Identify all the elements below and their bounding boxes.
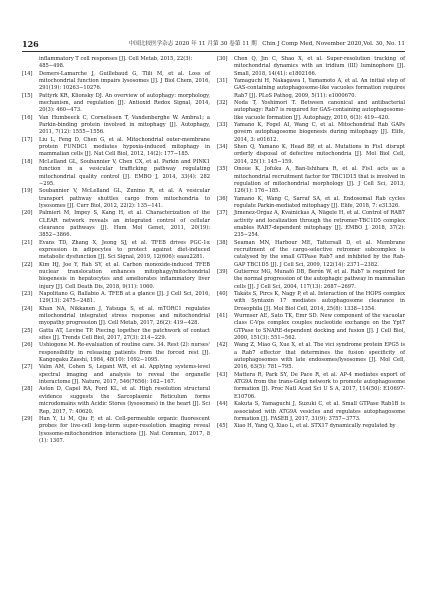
left-reference-list — [22, 71, 210, 446]
reference-number: [15] — [22, 92, 33, 99]
reference-item — [217, 269, 405, 291]
reference-item — [217, 240, 405, 269]
reference-number: [16] — [22, 114, 33, 121]
reference-number: [31] — [217, 78, 228, 85]
reference-text: McLelland GL, Soubannier V, Chen CX, et al. Parkin and PINK1 function in a vesicular trafficking pathway regulating mitochondrial quality control [J]. EMBO J, 2014, 33(4): 282 −295. — [39, 158, 210, 187]
reference-text: Khan NA, Nikkanen J, Yatsuga S, et al. mTORC1 regulates mitochondrial integrated stress response and mitochondrial myopathy progression [J]. Cell Metab, 2017, 26(2): 419−428. — [39, 305, 210, 327]
right-reference-list — [217, 56, 405, 431]
reference-item — [22, 159, 210, 188]
reference-number: [17] — [22, 136, 33, 143]
reference-item — [217, 78, 405, 100]
reference-item — [22, 386, 210, 415]
reference-number: [25] — [22, 327, 33, 334]
reference-number: [37] — [217, 210, 228, 217]
reference-number: [18] — [22, 158, 33, 165]
reference-item — [217, 423, 405, 430]
reference-number: [27] — [22, 364, 33, 371]
reference-text: Yamano K, Fogel AI, Wang C, et al. Mitochondrial Rab GAPs govern autophagosome biogenesis during mitophagy [J]. Elife, 2014, 3: e01612. — [234, 122, 405, 143]
reference-text: Wurmser AE, Sato TK, Emr SD. New component of the vacuolar class C-Vps complex couples nucleotide exchange on the Ypt7 GTPase to SNARE-dependent docking and fusion [J]. J Cell Biol, 2000, 151(3): 551−562. — [234, 313, 405, 342]
reference-number: [35] — [217, 166, 228, 173]
reference-item — [217, 100, 405, 122]
reference-text: Seaman MN, Harbour ME, Tattersall D, et al. Membrane recruitment of the cargo-selective retromer subcomplex is catalysed by the small GTPase Rab7 and inhibited by the Rab- GAP TBC1D5 [J]. J Cell Sci, 2009, 122(14): 2371−2382. — [234, 239, 405, 268]
reference-text: Soubannier V, McLelland GL, Zunino R, et al. A vesicular transport pathway shuttles cargo from mitochondria to lysosomes [J]. Curr Biol, 2012, 22(2): 135−141. — [39, 188, 210, 209]
continued-reference-line: inflammatory T cell responses [J]. Cell Metab, 2015, 22(3): — [39, 56, 193, 62]
reference-text: Valm AM, Cohen S, Legant WR, et al. Applying systems-level spectral imaging and analysis to reveal the organelle interactome [J]. Nature, 2017, 546(7656): 162−167. — [39, 364, 210, 386]
reference-item — [22, 240, 210, 262]
reference-text: Ushiogone M. Re-evaluation of routine care. 34. Rest (2): nurses' responsibility in releasing patients from the forced rest [J]. Kangogaku Zasshi, 1984, 48(10): 1092−1095. — [39, 342, 210, 364]
reference-number: [28] — [22, 386, 33, 393]
header-rule — [22, 51, 405, 52]
reference-number: [40] — [217, 291, 228, 297]
continued-reference — [22, 56, 210, 71]
reference-item — [22, 137, 210, 159]
reference-number: [22] — [22, 261, 33, 268]
reference-item — [22, 93, 210, 115]
reference-text: Liu L, Feng D, Chen G, et al. Mitochondrial outer-membrane protein FUNDC1 mediates hypoxia-induced mitophagy in mammalian cells [J]. Nat Cell Biol, 2012, 14(2): 177−185. — [39, 136, 210, 158]
reference-text: Shen Q, Yamano K, Head BP, et al. Mutations in Fis1 disrupt orderly disposal of defective mitochondria [J]. Mol Biol Cell, 2014, 25(1): 145−159. — [234, 144, 405, 165]
reference-number: [29] — [22, 415, 33, 422]
reference-item — [22, 188, 210, 210]
reference-item — [217, 56, 405, 78]
reference-item — [217, 210, 405, 239]
reference-text: Gutierrez MG, Munafó DB, Berón W, et al. Rab7 is required for the normal progression of the autophagic pathway in mammalian cells [J]. J Cell Sci, 2004, 117(13): 2687−2697. — [234, 268, 405, 290]
reference-number: [30] — [217, 56, 228, 62]
reference-text: Xiao H, Yang Q, Xiao L, et al. STX17 dynamically regulated by — [234, 423, 396, 430]
running-title: 中国比较医学杂志 2020 年 11 月第 30 卷第 11 期 Chin J Comp Med, November 2020,Vol. 30, No. 11 — [128, 41, 405, 47]
reference-number: [41] — [217, 313, 228, 320]
reference-number: [14] — [22, 70, 33, 77]
reference-number: [44] — [217, 401, 228, 408]
reference-text: Palmieri M, Impey S, Kang H, et al. Characterization of the CLEAR network reveals an integrated control of cellular clearance pathways [J]. Hum Mol Genet, 2011, 20(19): 3852−3866. — [39, 210, 210, 239]
reference-item — [22, 328, 210, 343]
reference-number: [42] — [217, 342, 228, 349]
reference-text: Takáts S, Pircs K, Nagy P, et al. Interaction of the HOPS complex with Syntaxin 17 mediates autophagosome clearance in Drosophila [J]. Mol Biol Cell, 2014, 25(8): 1338−1354. — [234, 291, 405, 312]
reference-item — [217, 144, 405, 166]
reference-item — [217, 122, 405, 144]
reference-text: Mattera R, Park SY, De Pace R, et al. AP-4 mediates export of ATG9A from the trans-Golgi network to promote autophagosome formation [J]. Proc Natl Acad Sci U S A, 2017, 114(50): E10697-E10706. — [234, 371, 405, 400]
reference-text: Demers-Lamarche J, Guillebaud G, Tlili M, et al. Loss of mitochondrial function impairs lysosomes [J]. J Biol Chem, 2016, 291(19): 10263−10276. — [39, 70, 210, 92]
reference-number: [26] — [22, 342, 33, 349]
reference-text: Gatta AT, Levine TP. Piecing together the patchwork of contact sites [J]. Trends Cell Biol, 2017, 27(3): 214−229. — [39, 327, 210, 342]
reference-number: [32] — [217, 100, 228, 107]
reference-text: Evans TD, Zhang X, Jeong SJ, et al. TFEB drives PGC-1α expression in adipocytes to protect against diet-induced metabolic dysfunction [J]. Sci Signal, 2019, 12(606): eaau2281. — [39, 239, 210, 261]
reference-item — [217, 313, 405, 342]
reference-number: [24] — [22, 305, 33, 312]
reference-text: Onoue K, Jofuku A, Ban-Ishihara R, et al. Fis1 acts as a mitochondrial recruitment factor for TBC1D15 that is involved in regulation of mitochondrial morphology [J]. J Cell Sci, 2013, 126(1): 176−185. — [234, 166, 405, 195]
reference-text: Noda T, Yoshimori T. Between canonical and antibacterial autophagy: Rab7 is required for GAS-containing autophagosome- like vacuole formation [J]. Autophagy, 2010, 6(3): 419−420. — [234, 100, 405, 121]
reference-text: Kim HJ, Joe Y, Rah SY, et al. Carbon monoxide-induced TFEB nuclear translocation enhances mitophagy/mitochondrial biogenesis in hepatocytes and ameliorates inflammatory liver injury [J]. Cell Death Dis, 2018, 9(11): 1060. — [39, 261, 210, 290]
right-column — [217, 56, 405, 431]
reference-number: [43] — [217, 371, 228, 378]
page-header — [22, 38, 405, 50]
page-number: 126 — [22, 39, 39, 49]
reference-number: [34] — [217, 144, 228, 151]
reference-item — [217, 166, 405, 195]
reference-text: Aston D, Capel RA, Ford KL, et al. High resolution structural evidence suggests the Sarcoplasmic Reticulum forms microdomains with Acidic Stores (lysosomes) in the heart [J]. Sci Rep, 2017, 7: 40620. — [39, 386, 210, 415]
reference-text: Kakuta S, Yamaguchi J, Suzuki C, et al. Small GTPase Rab1B is associated with ATG9A vesicles and regulates autophagosome formation [J]. FASEB J, 2017, 31(9): 3757−3773. — [234, 401, 405, 422]
reference-number: [38] — [217, 239, 228, 246]
continued-reference-line: 485−498. — [39, 63, 65, 70]
reference-item — [22, 262, 210, 291]
reference-text: Jimenez-Orgaz A, Kvainickas A, Nägele H, et al. Control of RAB7 activity and localization through the retromer-TBC1D5 complex enables RAB7-dependent mitophagy [J]. EMBO J, 2018, 37(2): 235−254. — [234, 210, 405, 239]
reference-text: Van Humbeeck C, Cornelissen T, Vandenberghe W. Ambra1; a Parkin-binding protein involved in mitophagy [J]. Autophagy, 2011, 7(12): 1555−1556. — [39, 114, 210, 136]
left-column — [22, 56, 210, 445]
reference-text: Yamaguchi H, Nakagawa I, Yamamoto A, et al. An initial step of GAS-containing autophagosome-like vacuoles formation requires Rab7 [J]. PLoS Pathog, 2009, 5(11): e1000670. — [234, 78, 405, 99]
reference-item — [22, 342, 210, 364]
reference-number: [21] — [22, 239, 33, 246]
reference-number: [36] — [217, 195, 228, 202]
reference-text: Pattyrk KR, Klionsky DJ. An overview of autophagy: morphology, mechanism, and regulation [J]. Antioxid Redox Signal, 2014, 20(3): 460−473. — [39, 92, 210, 114]
reference-text: Yamano K, Wang C, Sarraf SA, et al. Endosomal Rab cycles regulate Parkin-mediated mitophagy [J]. Elife, 2018, 7: e31326. — [234, 195, 405, 209]
reference-item — [217, 342, 405, 371]
reference-text: Napolitano G, Ballabio A. TFEB at a glance [J]. J Cell Sci, 2016, 129(13): 2475−2481. — [39, 291, 210, 305]
reference-number: [19] — [22, 188, 33, 195]
reference-item — [217, 291, 405, 313]
reference-item — [22, 291, 210, 306]
reference-item — [22, 210, 210, 239]
reference-text: Wang Z, Miao G, Xue X, et al. The vici syndrome protein EPG5 is a Rab7 effector that determines the fusion specificity of autophagosomes with late endosomes/lysosomes [J]. Mol Cell, 2016, 63(5): 781−795. — [234, 342, 405, 371]
reference-item — [217, 196, 405, 211]
reference-item — [22, 71, 210, 93]
reference-number: [45] — [217, 423, 228, 430]
reference-item — [22, 416, 210, 445]
reference-number: [33] — [217, 122, 228, 129]
reference-item — [217, 401, 405, 423]
reference-item — [22, 306, 210, 328]
reference-text: Chen Q, Jin C, Shao X, et al. Super-resolution tracking of mitochondrial dynamics with an iridium (III) luminophore [J]. Small, 2018, 14(41): e1802166. — [234, 56, 405, 77]
reference-number: [20] — [22, 210, 33, 217]
reference-number: [23] — [22, 291, 33, 297]
reference-item — [217, 372, 405, 401]
reference-number: [39] — [217, 268, 228, 275]
reference-item — [22, 115, 210, 137]
reference-text: Han Y, Li M, Qiu F, et al. Cell-permeable organic fluorescent probes for live-cell long-term super-resolution imaging reveal lysosome-mitochondrion interactions [J]. Nat Commun, 2017, 8 (1): 1307. — [39, 415, 210, 444]
reference-item — [22, 364, 210, 386]
